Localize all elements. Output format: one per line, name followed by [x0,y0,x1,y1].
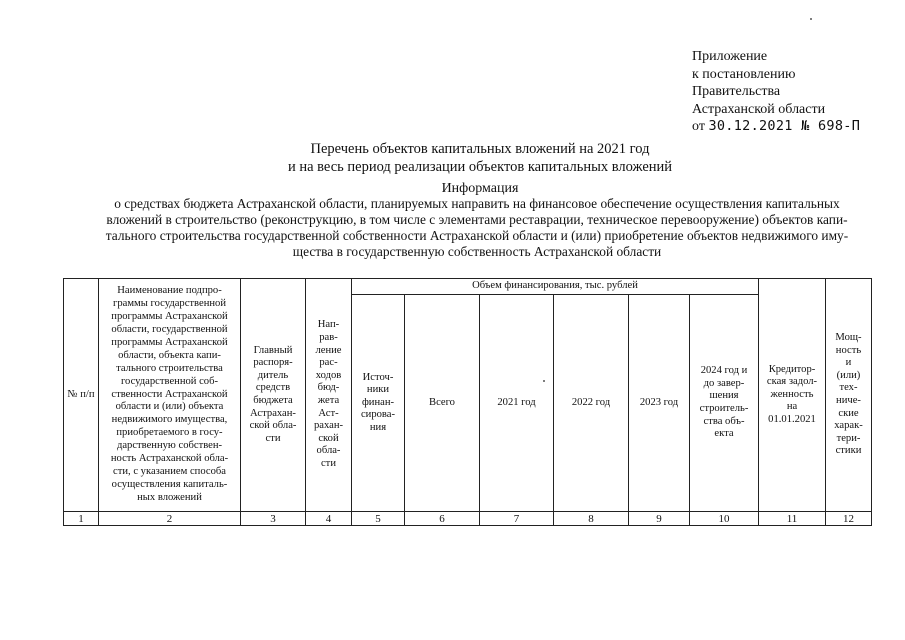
header-capacity: Мощ- ность и (или) тех- ниче- ские харак- тери- стики [826,279,872,512]
appendix-date-prefix: от [692,119,705,134]
header-year-2023: 2023 год [629,295,690,512]
column-number-cell: 3 [241,512,306,526]
appendix-line-5 [692,118,860,136]
header-creditor-debt: Кредитор- ская задол- женность на 01.01.2021 [759,279,826,512]
column-number-cell: 8 [554,512,629,526]
column-number-cell: 11 [759,512,826,526]
column-number-cell: 9 [629,512,690,526]
appendix-date-number: 30.12.2021 № 698-П [708,118,861,134]
appendix-block [692,48,860,136]
header-total: Всего [405,295,480,512]
column-number-cell: 7 [480,512,554,526]
column-number-cell: 5 [352,512,405,526]
document-title-line-1: Перечень объектов капитальных вложений на 2021 год [310,141,650,157]
header-funding-source: Источ- ники финан- сирова- ния [352,295,405,512]
appendix-line-4: Астраханской области [692,101,826,117]
info-line: тального строительства государственной собственности Астраханской области и (или) приобретение объектов недвижимого иму- [105,228,849,243]
header-expense-direction: Нап- рав- ление рас- ходов бюд- жета Аст- рахан- ской обла- сти [306,279,352,512]
column-number-cell: 2 [99,512,241,526]
appendix-line-1: Приложение [692,49,768,64]
appendix-line-2: к постановлению [692,66,796,82]
header-object-name: Наименование подпро- граммы государственной программы Астраханской области, государственной программы Астраханской области, объекта капи- тального строительства государственной соб- ственности Астраханской области и (или) объекта недвижимого имущества, приобретаемого в госу- дарственную собствен- ность Астраханской обла- сти, с указанием способа осуществления капиталь- ных вложений [99,279,241,512]
column-number-cell: 10 [690,512,759,526]
info-paragraph [82,196,872,260]
info-heading: Информация [441,181,519,196]
info-line: щества в государственную собственность Астраханской области [292,244,662,259]
column-number-cell: 1 [64,512,99,526]
capital-investment-table [63,278,872,526]
appendix-line-3: Правительства [692,84,781,99]
column-number-cell: 12 [826,512,872,526]
header-year-2022: 2022 год [554,295,629,512]
scan-speck [810,18,812,20]
info-line: о средствах бюджета Астраханской области, планируемых направить на финансовое обеспечение осуществления капитальных [114,196,840,211]
info-line: вложений в строительство (реконструкцию, в том числе с элементами реставрации, техническое перевооружение) объектов капи- [106,212,848,227]
header-funding-volume: Объем финансирования, тыс. рублей [352,279,759,295]
column-number-cell: 6 [405,512,480,526]
header-budget-manager: Главный распоря- дитель средств бюджета Астрахан- ской обла- сти [241,279,306,512]
header-year-2021: 2021 год [480,295,554,512]
header-number: № п/п [64,279,99,512]
scan-speck [543,380,545,382]
document-title-line-2: и на весь период реализации объектов капитальных вложений [287,159,673,175]
header-year-2024-plus: 2024 год и до завер- шения строитель- ства объ- екта [690,295,759,512]
column-number-cell: 4 [306,512,352,526]
